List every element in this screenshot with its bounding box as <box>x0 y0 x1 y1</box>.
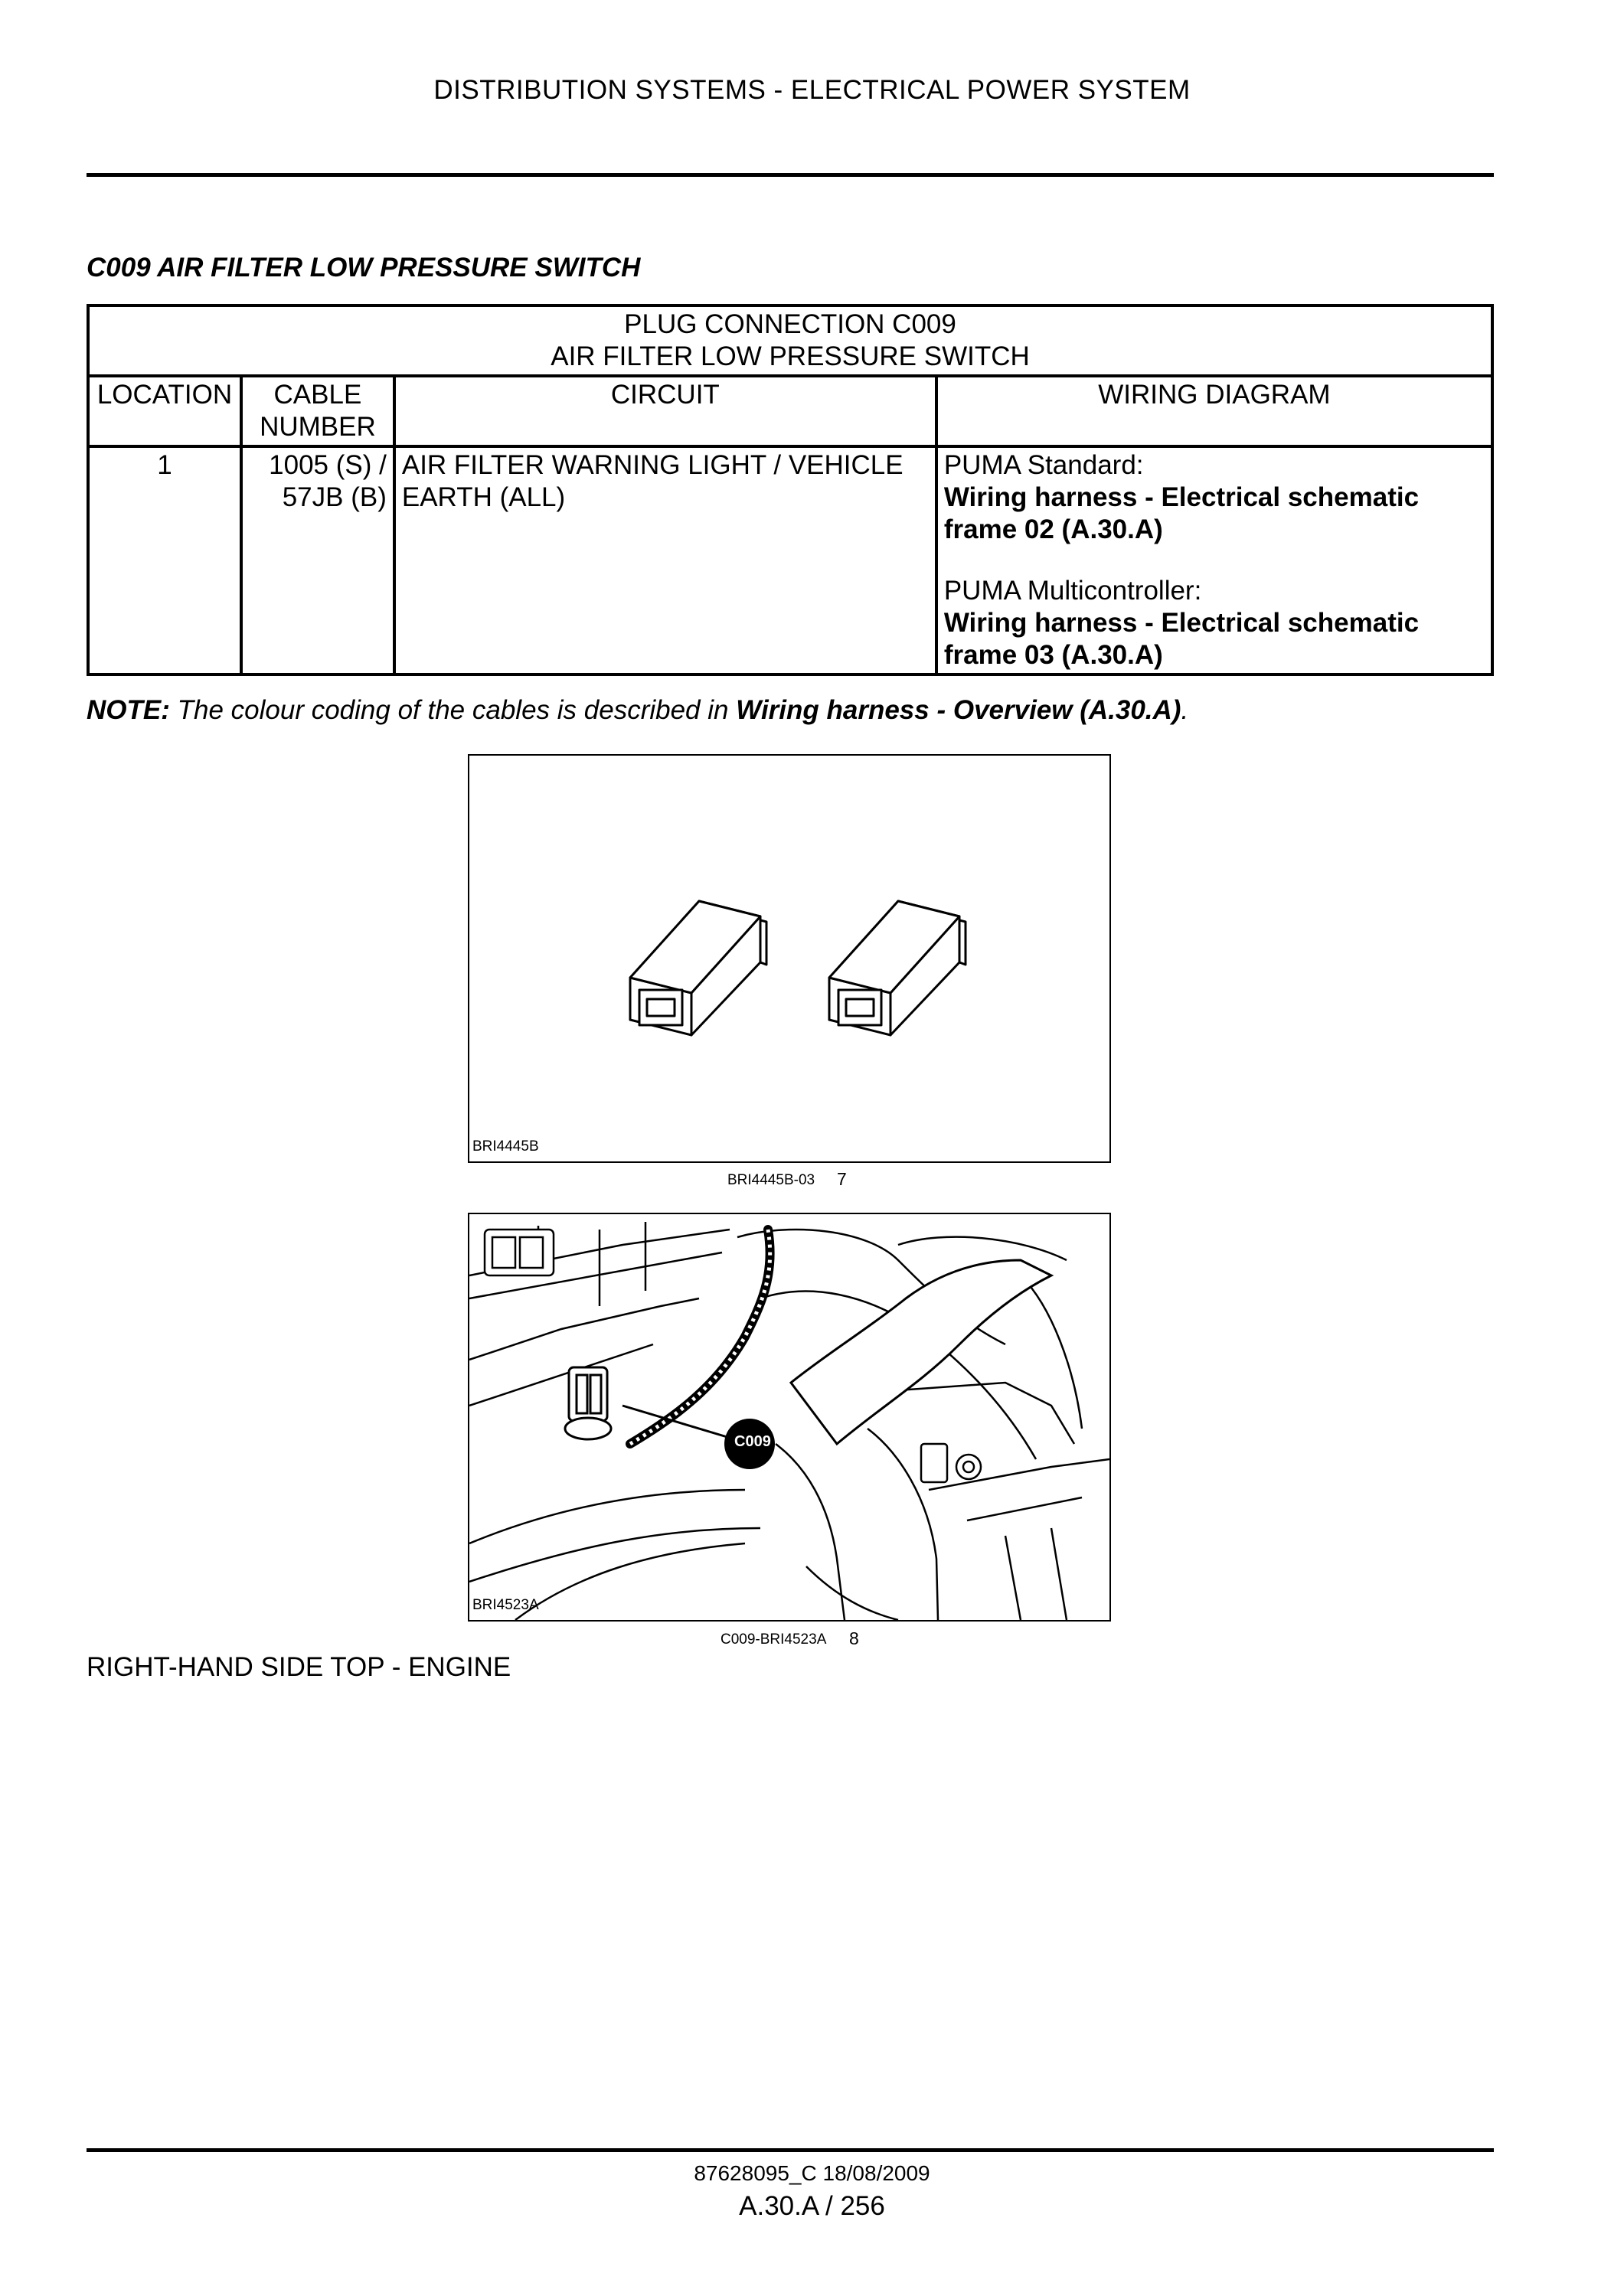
note-reference-link[interactable]: Wiring harness - Overview (A.30.A) <box>736 695 1181 725</box>
wiring-spacer <box>944 546 1485 575</box>
table-title-line2: AIR FILTER LOW PRESSURE SWITCH <box>551 341 1030 371</box>
wiring-ref-standard-line2[interactable]: frame 02 (A.30.A) <box>943 514 1163 544</box>
plug-connection-table <box>87 304 1494 676</box>
wiring-ref-standard-line1[interactable]: Wiring harness - Electrical schematic <box>943 482 1420 512</box>
table-row <box>88 446 1492 674</box>
note-text: The colour coding of the cables is described in <box>177 695 729 725</box>
footer-document-number: 87628095_C 18/08/2009 <box>694 2161 930 2185</box>
wiring-ref-multicontroller-line1[interactable]: Wiring harness - Electrical schematic <box>943 608 1420 638</box>
note-end: . <box>1181 695 1189 725</box>
connector-top-left <box>485 1230 554 1275</box>
header-circuit: CIRCUIT <box>394 376 936 446</box>
location-text: RIGHT-HAND SIDE TOP - ENGINE <box>87 1652 511 1682</box>
connector-right <box>829 901 966 1035</box>
note <box>87 695 1188 726</box>
footer-page-number: A.30.A / 256 <box>739 2191 885 2221</box>
header-rule <box>87 173 1494 177</box>
header-cable-line1: CABLE <box>273 380 362 410</box>
callout-c009-label: C009 <box>734 1433 771 1450</box>
cell-wiring-diagram <box>936 446 1492 674</box>
cell-location: 1 <box>88 446 241 674</box>
table-title-row <box>88 305 1492 376</box>
header-cable-number <box>241 376 394 446</box>
table-header-row <box>88 376 1492 446</box>
figure-8-inner-label: BRI4523A <box>472 1597 539 1613</box>
cell-circuit-line2: EARTH (ALL) <box>401 482 566 512</box>
engine-drawing <box>469 1214 1109 1620</box>
table-title-line1: PLUG CONNECTION C009 <box>624 309 956 339</box>
pressure-switch-c009 <box>565 1367 611 1439</box>
footer-rule <box>87 2148 1494 2152</box>
figure-7-caption: BRI4445B-03 <box>727 1172 815 1188</box>
wiring-ref-multicontroller-line2[interactable]: frame 03 (A.30.A) <box>943 640 1163 670</box>
section-title: C009 AIR FILTER LOW PRESSURE SWITCH <box>87 253 641 283</box>
figure-8-caption: C009-BRI4523A <box>721 1631 827 1648</box>
wiring-label-standard: PUMA Standard: <box>943 450 1144 480</box>
cell-cable-line2: 57JB (B) <box>282 482 387 512</box>
figure-7-inner-label: BRI4445B <box>472 1138 539 1155</box>
wiring-label-multicontroller: PUMA Multicontroller: <box>943 576 1202 606</box>
header-cable-line2: NUMBER <box>260 412 376 442</box>
header-location: LOCATION <box>88 376 241 446</box>
figure-7-number: 7 <box>837 1169 847 1189</box>
cell-cable-line1: 1005 (S) / <box>269 450 387 480</box>
note-label: NOTE: <box>87 695 170 725</box>
cell-circuit-line1: AIR FILTER WARNING LIGHT / VEHICLE <box>401 450 903 480</box>
page-header-title: DISTRIBUTION SYSTEMS - ELECTRICAL POWER SYSTEM <box>433 75 1191 105</box>
table-title-cell <box>88 305 1492 376</box>
cell-circuit <box>394 446 936 674</box>
cell-cable-number <box>241 446 394 674</box>
figure-connector-illustration <box>468 754 1111 1163</box>
connector-left <box>630 901 766 1035</box>
figure-8-number: 8 <box>849 1628 859 1648</box>
header-wiring-diagram: WIRING DIAGRAM <box>936 376 1492 446</box>
connector-drawing <box>469 756 1109 1161</box>
figure-engine-photo <box>468 1213 1111 1622</box>
